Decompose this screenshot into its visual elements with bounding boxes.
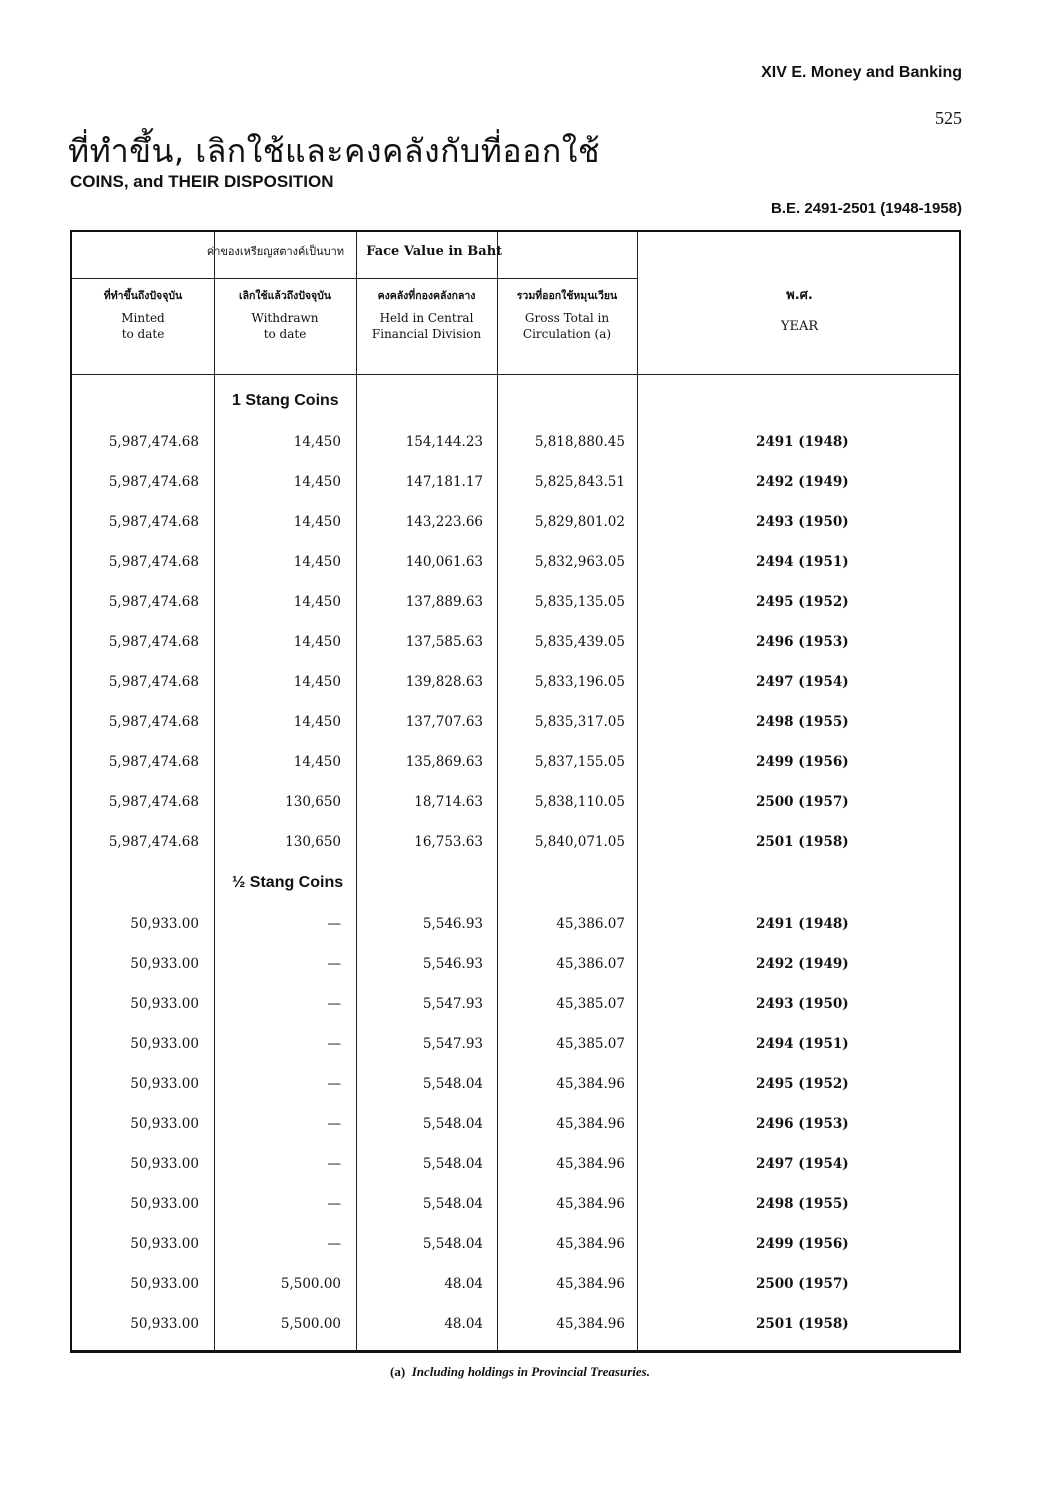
column-header-en: Withdrawn (251, 311, 319, 325)
table-row (72, 594, 961, 634)
cell-minted: 5,987,474.68 (108, 554, 199, 570)
table-row (72, 554, 961, 594)
cell-year: 2500 (1957) (756, 794, 849, 810)
section-label: XIV E. Money and Banking (761, 64, 962, 81)
cell-held: 5,548.04 (422, 1236, 483, 1252)
column-header-year (638, 284, 961, 334)
cell-year: 2497 (1954) (756, 674, 849, 690)
table-row (72, 1276, 961, 1316)
cell-minted: 50,933.00 (130, 1316, 199, 1332)
cell-withdrawn: — (327, 1236, 341, 1252)
cell-year: 2492 (1949) (756, 956, 849, 972)
cell-year: 2491 (1948) (756, 916, 849, 932)
cell-circulation: 45,385.07 (556, 1036, 625, 1052)
header-rule (72, 374, 961, 375)
cell-circulation: 5,833,196.05 (534, 674, 625, 690)
column-header-en: to date (121, 327, 165, 341)
cell-year: 2497 (1954) (756, 1156, 849, 1172)
cell-year: 2501 (1958) (756, 1316, 849, 1332)
cell-withdrawn: — (327, 1116, 341, 1132)
cell-held: 48.04 (444, 1276, 483, 1292)
cell-held: 137,707.63 (405, 714, 483, 730)
cell-held: 5,547.93 (422, 1036, 483, 1052)
page-number: 525 (935, 108, 962, 128)
cell-withdrawn: — (327, 1156, 341, 1172)
cell-held: 16,753.63 (414, 834, 483, 850)
cell-circulation: 45,385.07 (556, 996, 625, 1012)
cell-minted: 50,933.00 (130, 1196, 199, 1212)
page-title: COINS, and THEIR DISPOSITION (70, 172, 334, 191)
cell-year: 2494 (1951) (756, 1036, 849, 1052)
cell-withdrawn: 14,450 (293, 674, 341, 690)
section-title: ½ Stang Coins (232, 874, 344, 891)
cell-circulation: 5,835,317.05 (534, 714, 625, 730)
cell-minted: 50,933.00 (130, 996, 199, 1012)
cell-circulation: 45,384.96 (556, 1196, 625, 1212)
cell-year: 2493 (1950) (756, 514, 849, 530)
column-header-thai: คงคลังที่กองคลังกลาง (377, 290, 476, 302)
cell-year: 2496 (1953) (756, 1116, 849, 1132)
cell-circulation: 5,840,071.05 (534, 834, 625, 850)
cell-minted: 5,987,474.68 (108, 834, 199, 850)
table-row (72, 514, 961, 554)
footnote-ref: (a) (594, 327, 612, 341)
cell-minted: 5,987,474.68 (108, 674, 199, 690)
table-row (72, 1076, 961, 1116)
cell-minted: 50,933.00 (130, 1116, 199, 1132)
table-row (72, 634, 961, 674)
cell-withdrawn: 14,450 (293, 634, 341, 650)
cell-withdrawn: 14,450 (293, 554, 341, 570)
cell-held: 18,714.63 (414, 794, 483, 810)
cell-year: 2499 (1956) (756, 1236, 849, 1252)
table-row (72, 1156, 961, 1196)
cell-held: 137,889.63 (405, 594, 483, 610)
cell-circulation: 5,835,439.05 (534, 634, 625, 650)
cell-circulation: 45,384.96 (556, 1316, 625, 1332)
column-header-en-text: Circulation (522, 327, 591, 341)
cell-held: 5,548.04 (422, 1116, 483, 1132)
cell-withdrawn: 14,450 (293, 714, 341, 730)
cell-withdrawn: — (327, 916, 341, 932)
cell-year: 2500 (1957) (756, 1276, 849, 1292)
column-header-en: Gross Total in (524, 311, 610, 325)
cell-year: 2494 (1951) (756, 554, 849, 570)
column-header-en: Held in Central (379, 311, 474, 325)
cell-circulation: 5,838,110.05 (534, 794, 625, 810)
cell-held: 147,181.17 (405, 474, 483, 490)
cell-minted: 5,987,474.68 (108, 434, 199, 450)
cell-minted: 5,987,474.68 (108, 754, 199, 770)
column-header-minted (72, 288, 214, 342)
section-title: 1 Stang Coins (232, 392, 339, 409)
cell-minted: 50,933.00 (130, 1236, 199, 1252)
cell-withdrawn: 14,450 (293, 474, 341, 490)
cell-held: 143,223.66 (405, 514, 483, 530)
cell-withdrawn: 130,650 (285, 834, 341, 850)
cell-held: 5,547.93 (422, 996, 483, 1012)
table-row (72, 474, 961, 514)
footnote (0, 1364, 1040, 1380)
cell-held: 5,548.04 (422, 1076, 483, 1092)
table-row (72, 1036, 961, 1076)
column-header-en: to date (263, 327, 307, 341)
cell-withdrawn: 14,450 (293, 514, 341, 530)
cell-withdrawn: — (327, 1196, 341, 1212)
page-title-thai: ที่ทำขึ้น, เลิกใช้และคงคลังกับที่ออกใช้ (68, 132, 601, 170)
cell-held: 139,828.63 (405, 674, 483, 690)
year-header-thai: พ.ศ. (786, 288, 813, 303)
cell-held: 137,585.63 (405, 634, 483, 650)
cell-minted: 5,987,474.68 (108, 514, 199, 530)
cell-circulation: 5,837,155.05 (534, 754, 625, 770)
cell-minted: 50,933.00 (130, 1276, 199, 1292)
column-header-thai: รวมที่ออกใช้หมุนเวียน (516, 290, 618, 302)
cell-minted: 5,987,474.68 (108, 634, 199, 650)
cell-minted: 50,933.00 (130, 1036, 199, 1052)
cell-minted: 50,933.00 (130, 916, 199, 932)
cell-withdrawn: — (327, 1036, 341, 1052)
cell-withdrawn: — (327, 996, 341, 1012)
table-row (72, 754, 961, 794)
table-row (72, 1316, 961, 1356)
cell-year: 2492 (1949) (756, 474, 849, 490)
period-label: B.E. 2491-2501 (1948-1958) (771, 200, 962, 217)
footnote-text: Including holdings in Provincial Treasuries. (411, 1364, 650, 1379)
footnote-marker: (a) (390, 1364, 406, 1379)
cell-held: 5,546.93 (422, 956, 483, 972)
table-row (72, 996, 961, 1036)
cell-circulation: 45,384.96 (556, 1076, 625, 1092)
cell-withdrawn: 5,500.00 (280, 1276, 341, 1292)
cell-held: 5,548.04 (422, 1156, 483, 1172)
column-header-thai: เลิกใช้แล้วถึงปัจจุบัน (238, 290, 332, 302)
cell-year: 2498 (1955) (756, 714, 849, 730)
table-row (72, 916, 961, 956)
table-row (72, 434, 961, 474)
column-header-withdrawn (214, 288, 356, 342)
cell-circulation: 45,386.07 (556, 916, 625, 932)
column-header-en (497, 326, 637, 342)
column-header-circulation (497, 288, 637, 342)
column-header-en: Minted (121, 311, 165, 325)
column-header-thai: ที่ทำขึ้นถึงปัจจุบัน (103, 290, 183, 302)
group-header-thai: ค่าของเหรียญสตางค์เป็นบาท (206, 245, 345, 258)
cell-withdrawn: — (327, 956, 341, 972)
cell-withdrawn: 14,450 (293, 434, 341, 450)
cell-circulation: 45,386.07 (556, 956, 625, 972)
cell-circulation: 45,384.96 (556, 1236, 625, 1252)
column-header-en: Financial Division (371, 327, 482, 341)
cell-held: 5,548.04 (422, 1196, 483, 1212)
table-row (72, 1236, 961, 1276)
cell-year: 2501 (1958) (756, 834, 849, 850)
group-header-en: Face Value in Baht (366, 244, 503, 259)
table-row (72, 674, 961, 714)
cell-minted: 5,987,474.68 (108, 594, 199, 610)
group-header-rule (72, 278, 637, 279)
cell-minted: 50,933.00 (130, 956, 199, 972)
cell-year: 2493 (1950) (756, 996, 849, 1012)
cell-minted: 5,987,474.68 (108, 714, 199, 730)
cell-held: 48.04 (444, 1316, 483, 1332)
cell-held: 154,144.23 (405, 434, 483, 450)
year-header-en: YEAR (780, 319, 819, 334)
column-header-held (356, 288, 497, 342)
cell-withdrawn: — (327, 1076, 341, 1092)
cell-year: 2495 (1952) (756, 594, 849, 610)
cell-held: 140,061.63 (405, 554, 483, 570)
cell-year: 2499 (1956) (756, 754, 849, 770)
cell-held: 135,869.63 (405, 754, 483, 770)
cell-minted: 50,933.00 (130, 1076, 199, 1092)
cell-withdrawn: 14,450 (293, 754, 341, 770)
cell-circulation: 5,835,135.05 (534, 594, 625, 610)
group-header (72, 242, 637, 260)
cell-withdrawn: 14,450 (293, 594, 341, 610)
coins-table (70, 230, 961, 1353)
cell-year: 2495 (1952) (756, 1076, 849, 1092)
cell-withdrawn: 130,650 (285, 794, 341, 810)
cell-minted: 50,933.00 (130, 1156, 199, 1172)
cell-circulation: 5,832,963.05 (534, 554, 625, 570)
cell-circulation: 5,829,801.02 (534, 514, 625, 530)
cell-circulation: 45,384.96 (556, 1116, 625, 1132)
cell-circulation: 45,384.96 (556, 1276, 625, 1292)
table-row (72, 714, 961, 754)
cell-year: 2498 (1955) (756, 1196, 849, 1212)
table-row (72, 1196, 961, 1236)
cell-held: 5,546.93 (422, 916, 483, 932)
table-row (72, 794, 961, 834)
table-row (72, 834, 961, 874)
table-row (72, 956, 961, 996)
cell-circulation: 5,818,880.45 (534, 434, 625, 450)
cell-year: 2496 (1953) (756, 634, 849, 650)
cell-year: 2491 (1948) (756, 434, 849, 450)
cell-circulation: 5,825,843.51 (534, 474, 625, 490)
cell-withdrawn: 5,500.00 (280, 1316, 341, 1332)
cell-minted: 5,987,474.68 (108, 474, 199, 490)
cell-circulation: 45,384.96 (556, 1156, 625, 1172)
cell-minted: 5,987,474.68 (108, 794, 199, 810)
table-row (72, 1116, 961, 1156)
